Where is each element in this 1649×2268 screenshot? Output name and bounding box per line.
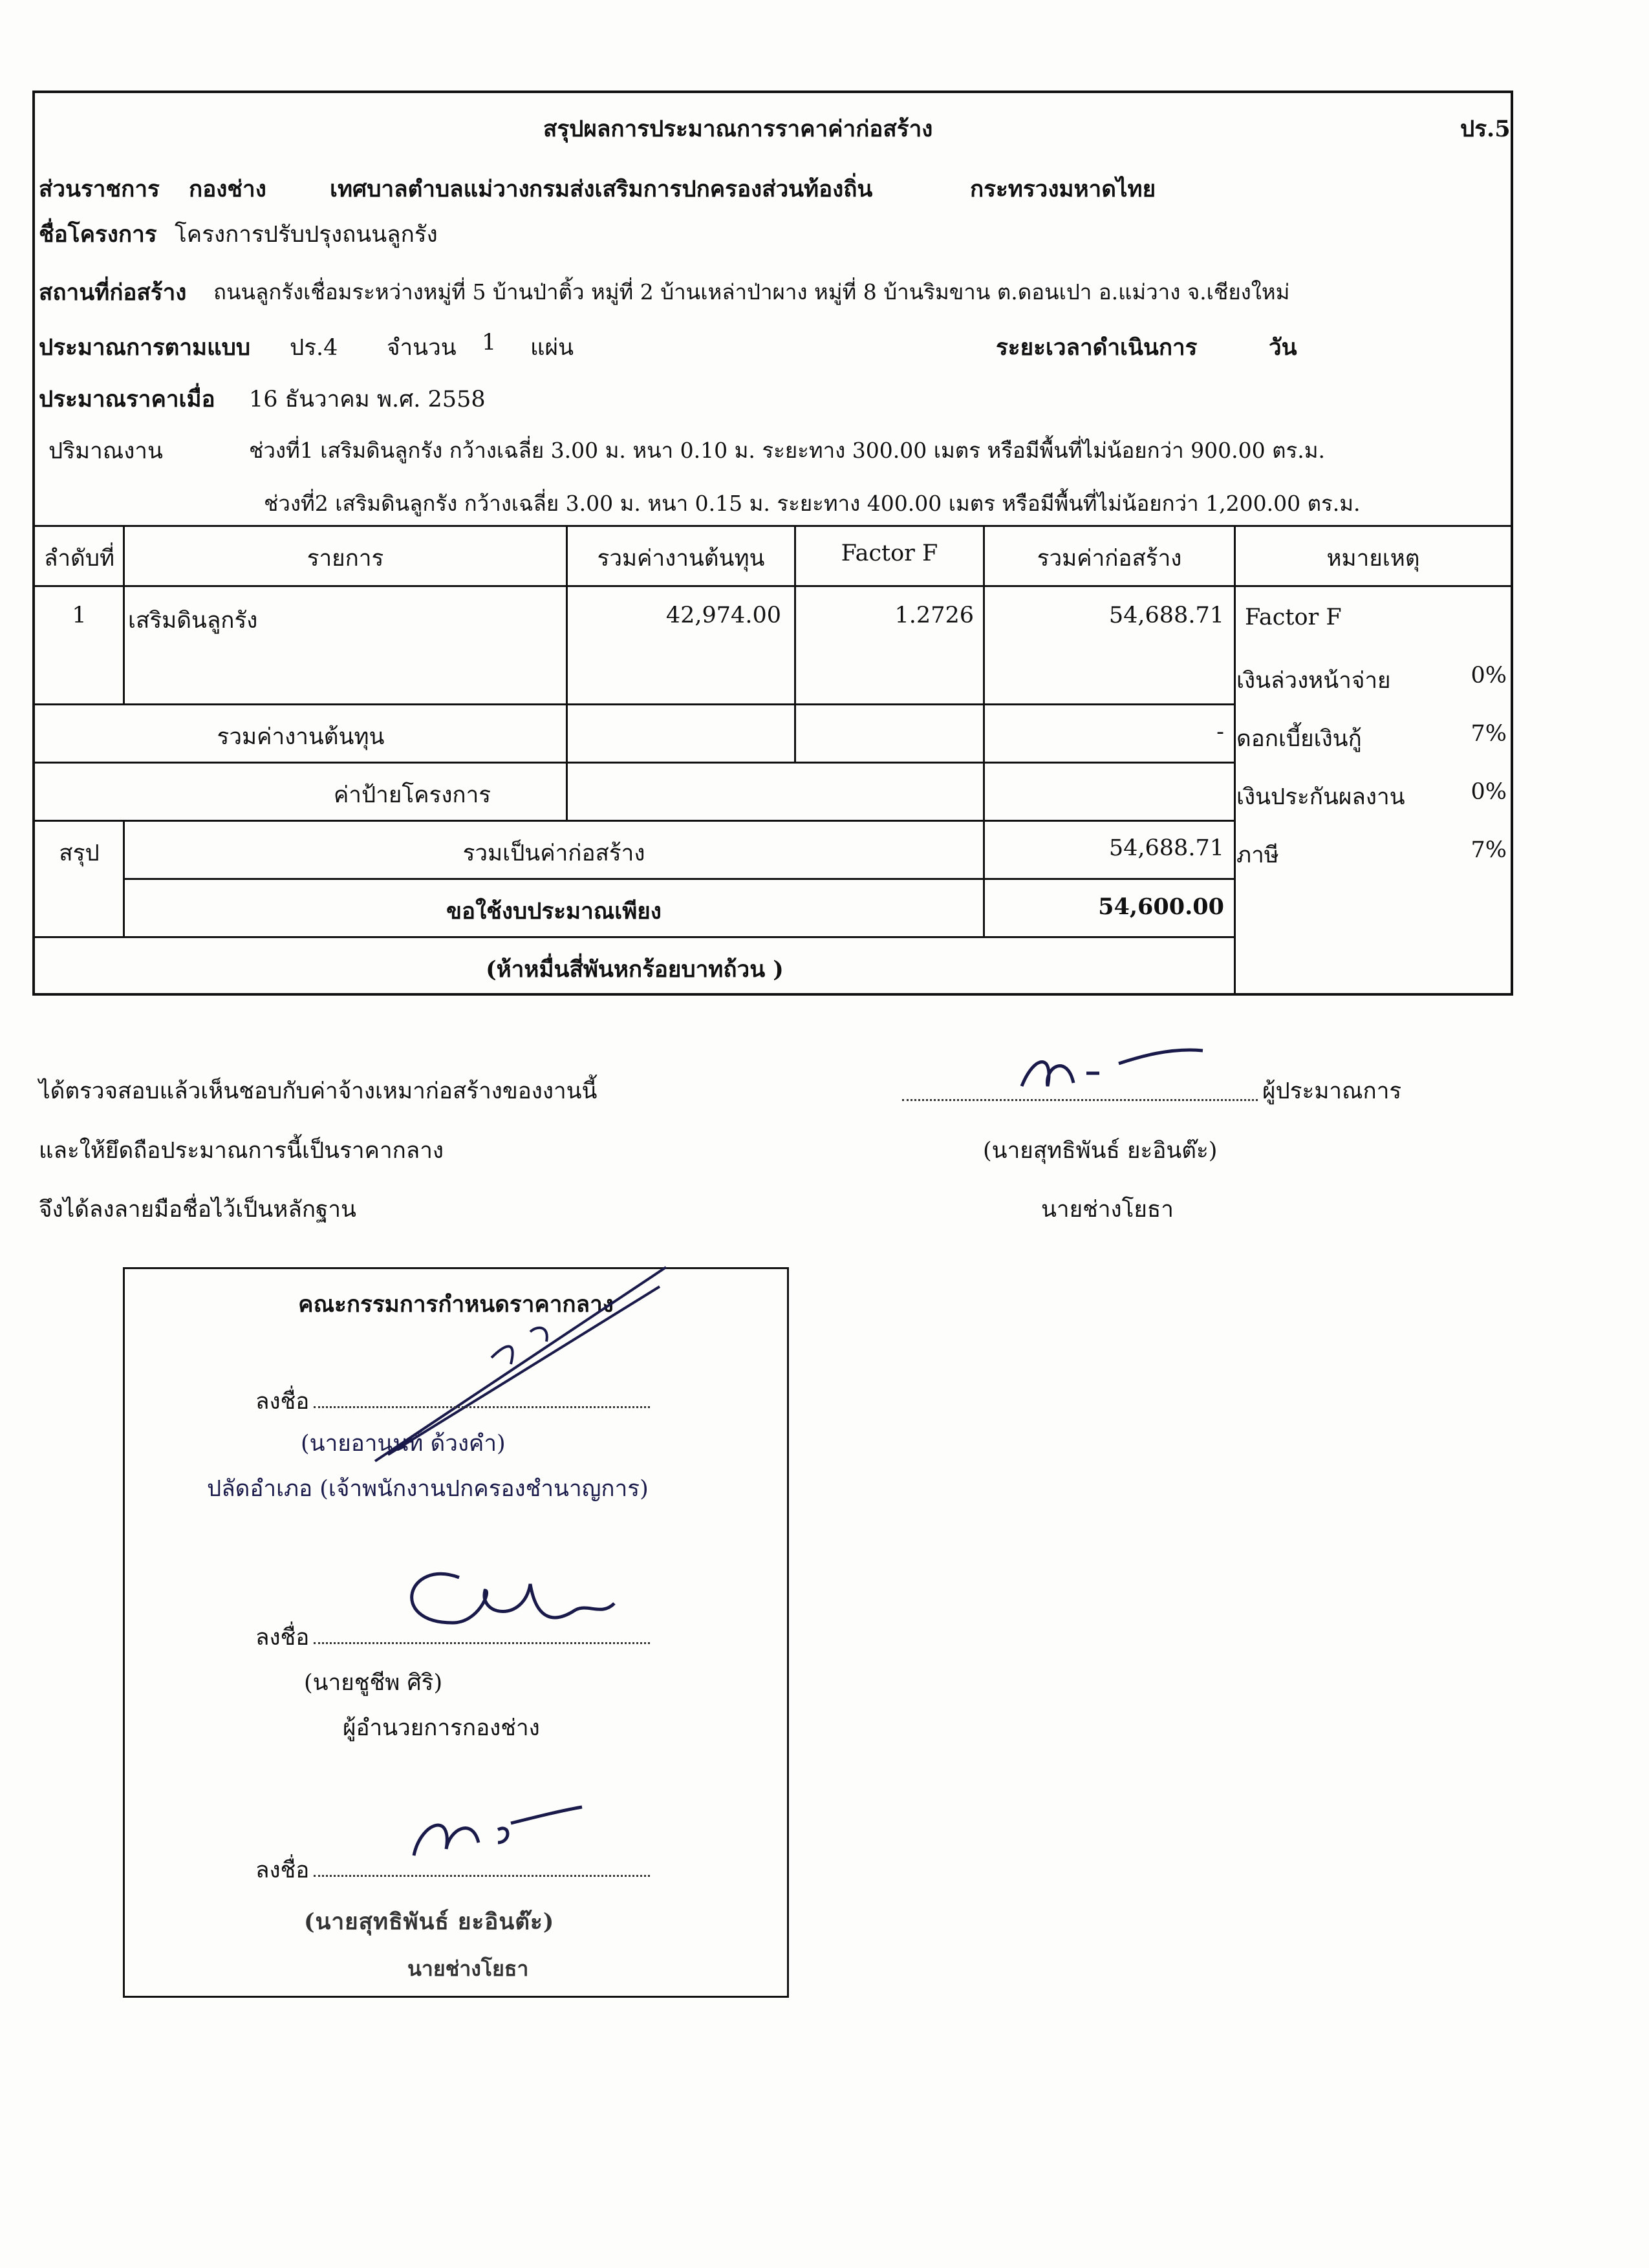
remark-factor-label: Factor F <box>1245 604 1342 630</box>
col-header-total: รวมค่าก่อสร้าง <box>1037 546 1182 572</box>
col-header-item: รายการ <box>307 546 384 572</box>
certification-line-1: ได้ตรวจสอบแล้วเห็นชอบกับค่าจ้างเหมาก่อสร้างของงานนี้ <box>39 1078 598 1104</box>
sign-cost-label: ค่าป้ายโครงการ <box>333 782 491 808</box>
row-cost: 42,974.00 <box>665 603 781 628</box>
agency-dept: กองช่าง <box>189 176 266 202</box>
committee-member-1-title: ปลัดอำเภอ (เจ้าพนักงานปกครองชำนาญการ) <box>207 1476 649 1502</box>
remark-advance-label: เงินล่วงหน้าจ่าย <box>1236 668 1391 694</box>
duration-unit: วัน <box>1269 334 1297 361</box>
agency-ministry: กระทรวงมหาดไทย <box>970 176 1156 202</box>
row-rule <box>32 820 1234 822</box>
budget-value: 54,600.00 <box>1098 893 1224 920</box>
committee-title: คณะกรรมการกำหนดราคากลาง <box>298 1291 614 1318</box>
certification-line-3: จึงได้ลงลายมือชื่อไว้เป็นหลักฐาน <box>39 1197 356 1223</box>
committee-member-2-name: (นายชูชีพ ศิริ) <box>304 1670 443 1696</box>
committee-member-2-title: ผู้อำนวยการกองช่าง <box>343 1715 540 1741</box>
committee-sign-line-2 <box>314 1642 650 1644</box>
committee-member-3-title: นายช่างโยธา <box>407 1956 529 1981</box>
committee-member-3-name: (นายสุทธิพันธ์ ยะอินต๊ะ) <box>304 1909 555 1935</box>
committee-signature-3 <box>401 1791 595 1868</box>
remark-advance-value: 0% <box>1471 663 1507 689</box>
remark-guarantee-label: เงินประกันผลงาน <box>1236 784 1405 810</box>
quantity-line-2: ช่วงที่2 เสริมดินลูกรัง กว้างเฉลี่ย 3.00 ม. หนา 0.15 ม. ระยะทาง 400.00 เมตร หรือมีพื้นที่ไม่น้อยกว่า 1,200.00 ตร.ม. <box>264 491 1361 516</box>
agency-department: กรมส่งเสริมการปกครองส่วนท้องถิ่น <box>529 176 873 202</box>
location: ถนนลูกรังเชื่อมระหว่างหมู่ที่ 5 บ้านป่าติ้ว หมู่ที่ 2 บ้านเหล่าป่าผาง หมู่ที่ 8 บ้านริมขาน ต.ดอนเปา อ.แม่วาง จ.เชียงใหม่ <box>213 279 1290 305</box>
construction-total-value: 54,688.71 <box>1108 835 1224 861</box>
row-total: 54,688.71 <box>1108 603 1224 628</box>
date-value: 16 ธันวาคม พ.ศ. 2558 <box>249 387 486 412</box>
row-rule <box>32 762 1234 764</box>
remark-tax-value: 7% <box>1471 837 1507 863</box>
col-header-cost: รวมค่างานต้นทุน <box>597 546 765 572</box>
project-label: ชื่อโครงการ <box>39 221 157 248</box>
col-rule <box>1234 525 1236 996</box>
table-header-rule <box>32 585 1513 587</box>
subtotal-value: - <box>1216 719 1224 745</box>
col-header-remark: หมายเหตุ <box>1326 546 1420 572</box>
committee-sign-label-2: ลงชื่อ <box>255 1625 310 1651</box>
count-label: จำนวน <box>387 335 457 361</box>
estimate-form: ปร.4 <box>290 335 338 361</box>
date-label: ประมาณราคาเมื่อ <box>39 386 215 412</box>
committee-signature-2 <box>382 1552 627 1642</box>
certification-line-2: และให้ยึดถือประมาณการนี้เป็นราคากลาง <box>39 1138 444 1164</box>
estimator-title: นายช่างโยธา <box>1041 1197 1174 1223</box>
budget-label: ขอใช้งบประมาณเพียง <box>446 898 662 925</box>
count-value: 1 <box>482 330 497 356</box>
col-header-factor: Factor F <box>841 540 938 566</box>
quantity-line-1: ช่วงที่1 เสริมดินลูกรัง กว้างเฉลี่ย 3.00 ม. หนา 0.10 ม. ระยะทาง 300.00 เมตร หรือมีพื้นที่ไม่น้อยกว่า 900.00 ตร.ม. <box>249 438 1325 463</box>
estimate-label: ประมาณการตามแบบ <box>39 334 251 361</box>
remark-tax-label: ภาษี <box>1236 842 1279 868</box>
summary-label: สรุป <box>59 840 100 866</box>
subtotal-label: รวมค่างานต้นทุน <box>217 724 385 750</box>
row-rule <box>123 878 1234 880</box>
table-top-rule <box>32 525 1513 527</box>
row-no: 1 <box>72 603 87 628</box>
row-rule <box>32 936 1234 938</box>
page-title: สรุปผลการประมาณการราคาค่าก่อสร้าง <box>543 116 933 142</box>
quantity-label: ปริมาณงาน <box>48 438 163 464</box>
agency-municipality: เทศบาลตำบลแม่วาง <box>330 176 530 202</box>
row-rule <box>32 703 1234 705</box>
col-header-no: ลำดับที่ <box>43 546 115 572</box>
agency-label: ส่วนราชการ <box>39 176 160 202</box>
estimator-role: ผู้ประมาณการ <box>1262 1078 1402 1104</box>
row-factor: 1.2726 <box>894 603 974 628</box>
row-item: เสริมดินลูกรัง <box>128 608 258 634</box>
amount-in-words: (ห้าหมื่นสี่พันหกร้อยบาทถ้วน ) <box>486 956 784 983</box>
estimator-name: (นายสุทธิพันธ์ ยะอินต๊ะ) <box>983 1138 1218 1164</box>
remark-guarantee-value: 0% <box>1471 779 1507 805</box>
duration-label: ระยะเวลาดำเนินการ <box>996 334 1198 361</box>
remark-interest-value: 7% <box>1471 721 1507 747</box>
location-label: สถานที่ก่อสร้าง <box>39 279 187 306</box>
committee-sign-label-1: ลงชื่อ <box>255 1389 310 1415</box>
committee-sign-line-1 <box>314 1406 650 1408</box>
construction-total-label: รวมเป็นค่าก่อสร้าง <box>462 840 645 866</box>
count-unit: แผ่น <box>530 335 574 361</box>
committee-member-1-name: (นายอานนท์ ด้วงคำ) <box>301 1431 506 1457</box>
committee-sign-line-3 <box>314 1875 650 1877</box>
remark-interest-label: ดอกเบี้ยเงินกู้ <box>1236 726 1362 752</box>
project-name: โครงการปรับปรุงถนนลูกรัง <box>175 222 438 248</box>
committee-sign-label-3: ลงชื่อ <box>255 1857 310 1883</box>
estimator-signature <box>1009 1028 1222 1106</box>
form-code: ปร.5 <box>1460 116 1511 142</box>
